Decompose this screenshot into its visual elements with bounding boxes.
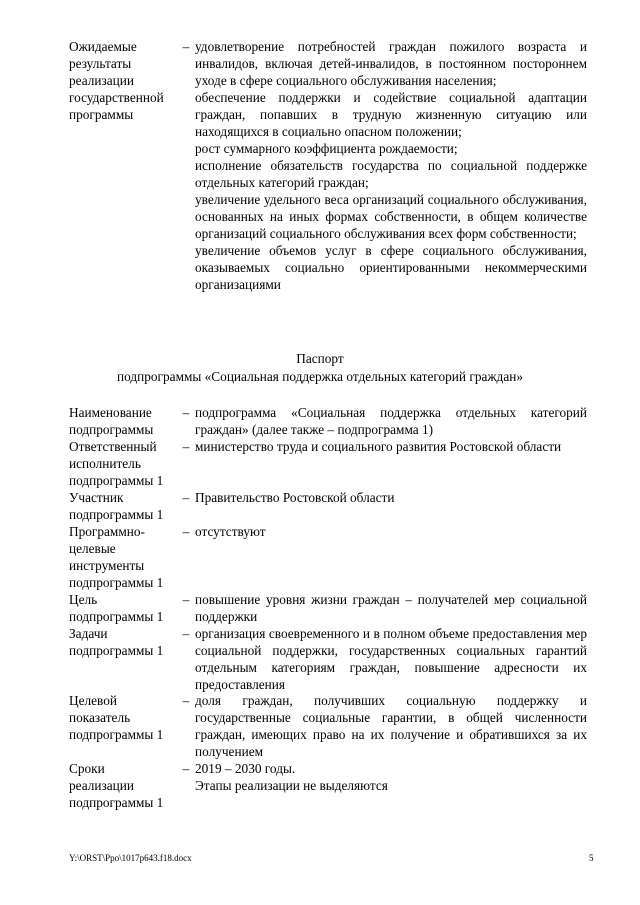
expected-results-label: Ожидаемые результаты реализации государственной программы (69, 39, 164, 122)
row-value-text: повышение уровня жизни граждан – получателей мер социальной поддержки (195, 592, 587, 624)
row-value-text: отсутствуют (195, 524, 266, 539)
expected-result-paragraph: увеличение объемов услуг в сфере социального обслуживания, оказываемых социально ориентированными некоммерческими организациями (195, 243, 587, 292)
expected-results-text (195, 38, 587, 293)
expected-result-paragraph: увеличение удельного веса организаций социального обслуживания, основанных на иных формах собственности, в общем количестве организаций социального обслуживания всех форм собственности; (195, 192, 587, 241)
row-value (195, 591, 587, 625)
expected-results-dash: – (182, 39, 190, 54)
row-dash: – (182, 405, 190, 420)
row-value (195, 692, 587, 760)
expected-result-paragraph: рост суммарного коэффициента рождаемости; (195, 141, 458, 156)
row-value-text: Этапы реализации не выделяются (195, 778, 388, 793)
row-value (195, 404, 587, 438)
row-value-text: организация своевременного и в полном объеме предоставления мер социальной поддержки, государственных социальных гарантий отдельным категориям граждан, повышение адресности их предоставления (195, 626, 587, 692)
row-label: Наименование подпрограммы (69, 405, 154, 437)
row-value (195, 760, 587, 794)
row-dash: – (182, 592, 190, 607)
row-label: Ответственный исполнитель подпрограммы 1 (69, 439, 164, 488)
row-label: Программно-целевые инструменты подпрограммы 1 (69, 524, 164, 590)
row-label: Участник подпрограммы 1 (69, 490, 164, 522)
row-dash: – (182, 693, 190, 708)
footer-page-number: 5 (589, 853, 594, 863)
row-label: Задачи подпрограммы 1 (69, 626, 164, 658)
row-value-text: подпрограмма «Социальная поддержка отдельных категорий граждан» (далее также – подпрограмма 1) (195, 405, 587, 437)
row-value-text: доля граждан, получивших социальную поддержку и государственные социальные гарантии, в общей численности граждан, имеющих право на их получение и обратившихся за их получением (195, 693, 587, 759)
row-value (195, 489, 587, 506)
row-value-text: 2019 – 2030 годы. (195, 761, 296, 776)
row-dash: – (182, 626, 190, 641)
row-value (195, 523, 587, 540)
expected-result-paragraph: удовлетворение потребностей граждан пожилого возраста и инвалидов, включая детей-инвалидов, в постоянном постороннем уходе в сфере социального обслуживания населения; (195, 39, 587, 88)
footer-file-path: Y:\ORST\Ppo\1017p643.f18.docx (69, 853, 192, 863)
row-label: Сроки реализации подпрограммы 1 (69, 761, 164, 810)
row-dash: – (182, 524, 190, 539)
passport-title: Паспорт (296, 351, 344, 366)
row-dash: – (182, 439, 190, 454)
passport-subtitle: подпрограммы «Социальная поддержка отдельных категорий граждан» (117, 369, 523, 384)
row-dash: – (182, 490, 190, 505)
row-value-text: Правительство Ростовской области (195, 490, 395, 505)
expected-result-paragraph: обеспечение поддержки и содействие социальной адаптации граждан, попавших в трудную жизненную ситуацию или находящихся в социально опасном положении; (195, 90, 587, 139)
row-value (195, 438, 587, 455)
row-dash: – (182, 761, 190, 776)
row-label: Цель подпрограммы 1 (69, 592, 164, 624)
row-label: Целевой показатель подпрограммы 1 (69, 693, 164, 742)
row-value (195, 625, 587, 693)
expected-result-paragraph: исполнение обязательств государства по социальной поддержке отдельных категорий граждан; (195, 158, 587, 190)
row-value-text: министерство труда и социального развития Ростовской области (195, 439, 562, 454)
